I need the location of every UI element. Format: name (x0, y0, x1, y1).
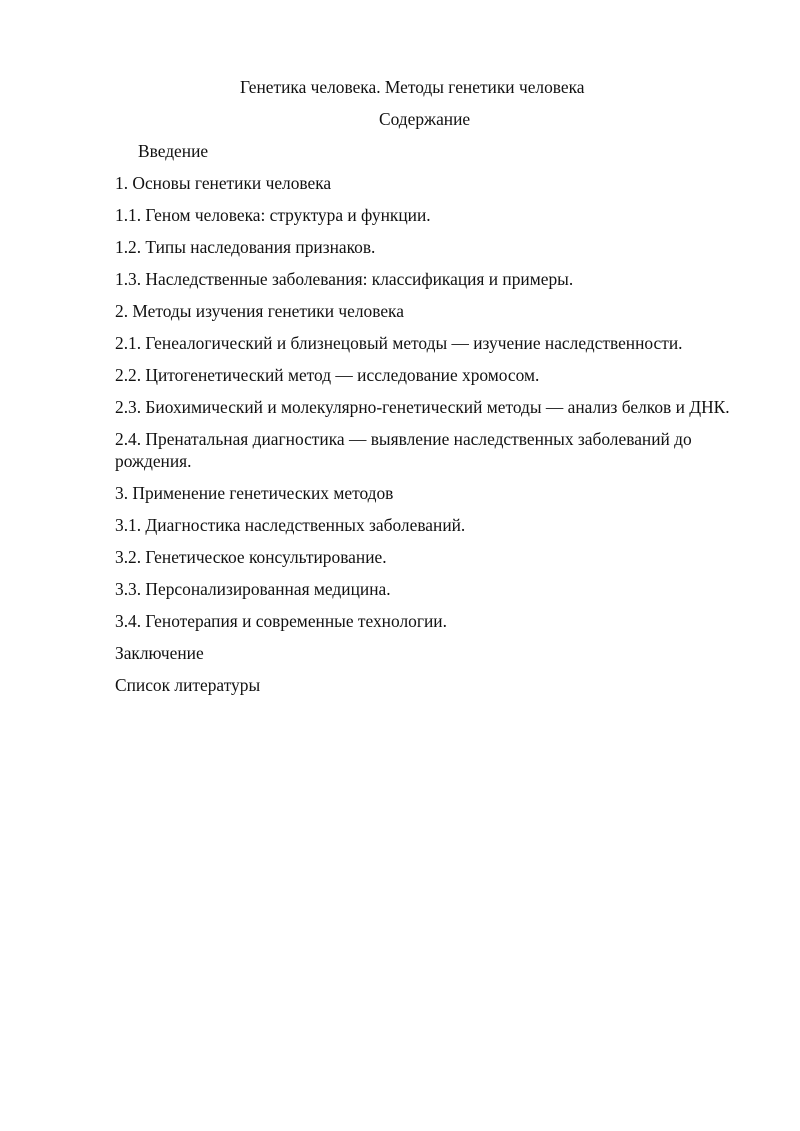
toc-heading: Содержание (379, 109, 471, 129)
toc-item: 3.4. Генотерапия и современные технологии. (115, 611, 447, 631)
toc-item: 1. Основы генетики человека (115, 173, 332, 193)
table-of-contents (115, 140, 743, 696)
toc-item: 3.1. Диагностика наследственных заболеваний. (115, 515, 466, 535)
toc-item: 1.2. Типы наследования признаков. (115, 237, 376, 257)
toc-item: 1.1. Геном человека: структура и функции. (115, 205, 431, 225)
toc-item: 2. Методы изучения генетики человека (115, 301, 404, 321)
toc-item: 2.1. Генеалогический и близнецовый методы — изучение наследственности. (115, 333, 683, 353)
toc-item: 3.3. Персонализированная медицина. (115, 579, 391, 599)
toc-item: 3. Применение генетических методов (115, 483, 394, 503)
document-title: Генетика человека. Методы генетики человека (240, 77, 585, 97)
toc-item: 2.3. Биохимический и молекулярно-генетический методы — анализ белков и ДНК. (115, 397, 730, 417)
toc-item-references: Список литературы (115, 675, 261, 695)
toc-item-conclusion: Заключение (115, 643, 204, 663)
toc-item-introduction: Введение (138, 141, 209, 161)
toc-item: 2.2. Цитогенетический метод — исследование хромосом. (115, 365, 540, 385)
toc-item: 1.3. Наследственные заболевания: классификация и примеры. (115, 269, 574, 289)
toc-item: 2.4. Пренатальная диагностика — выявление наследственных заболеваний до рождения. (115, 429, 692, 471)
document-content (115, 76, 743, 706)
toc-item: 3.2. Генетическое консультирование. (115, 547, 387, 567)
